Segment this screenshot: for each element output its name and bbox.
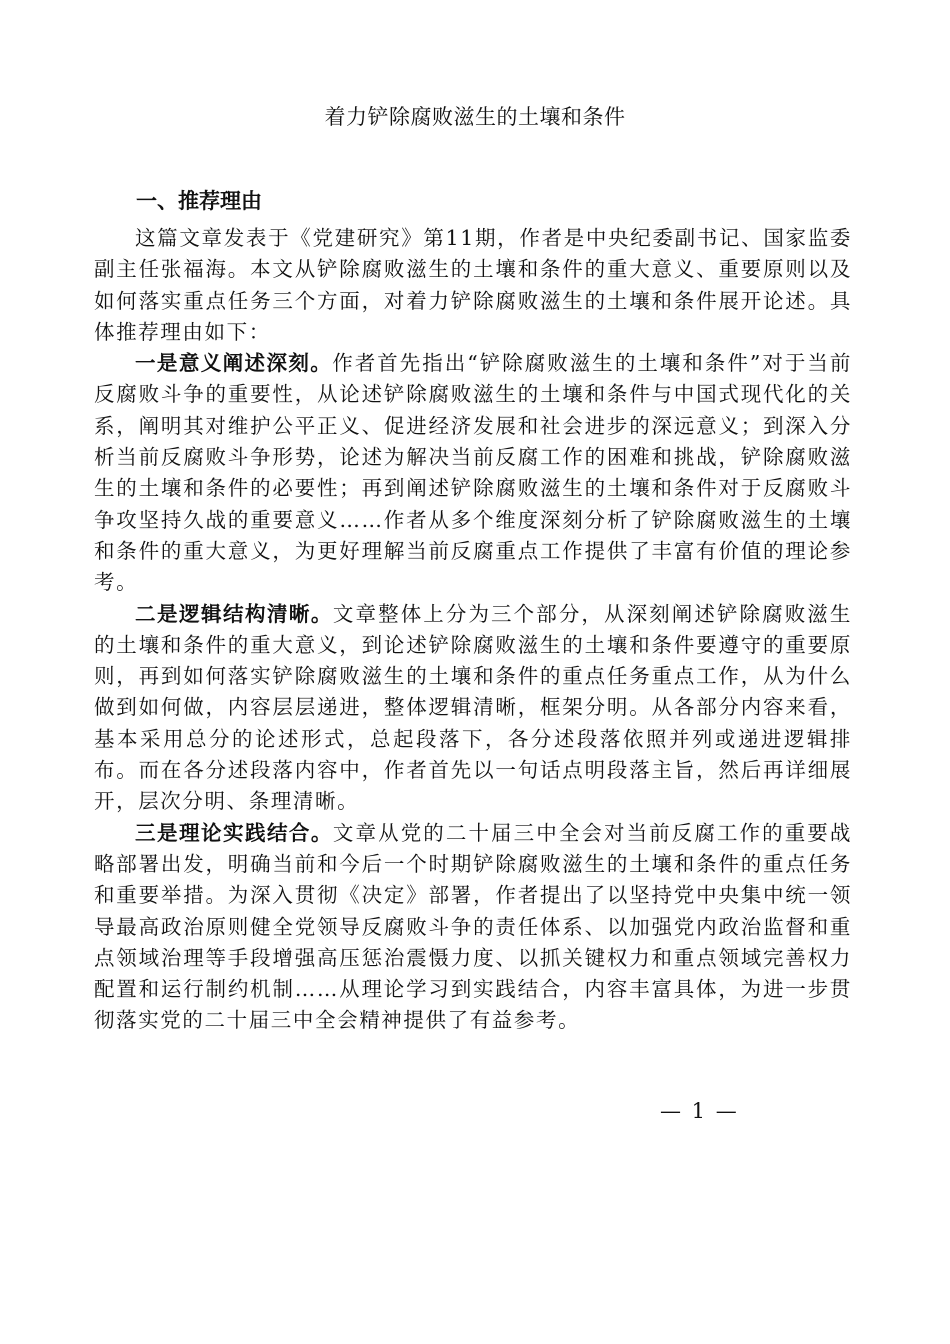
point-paragraph-1 [94,348,852,598]
point-lead: 三是理论实践结合。 [135,820,333,845]
point-paragraph-2 [94,599,852,818]
point-lead: 一是意义阐述深刻。 [135,351,333,376]
point-paragraph-3 [94,818,852,1037]
point-text: 文章从党的二十届三中全会对当前反腐工作的重要战略部署出发，明确当前和今后一个时期铲除腐败滋生的土壤和条件的重点任务和重要举措。为深入贯彻《决定》部署，作者提出了以坚持党中央集中统一领导最高政治原则健全党领导反腐败斗争的责任体系、以加强党内政治监督和重点领域治理等手段增强高压惩治震慑力度、以抓关键权力和重点领域完善权力配置和运行制约机制……从理论学习到实践结合，内容丰富具体，为进一步贯彻落实党的二十届三中全会精神提供了有益参考。 [94,820,852,1033]
intro-paragraph: 这篇文章发表于《党建研究》第11期，作者是中央纪委副书记、国家监委副主任张福海。本文从铲除腐败滋生的土壤和条件的重大意义、重要原则以及如何落实重点任务三个方面，对着力铲除腐败滋生的土壤和条件展开论述。具体推荐理由如下： [94,226,852,344]
point-text: 文章整体上分为三个部分，从深刻阐述铲除腐败滋生的土壤和条件的重大意义，到论述铲除腐败滋生的土壤和条件要遵守的重要原则，再到如何落实铲除腐败滋生的土壤和条件的重点任务重点工作，从为什么做到如何做，内容层层递进，整体逻辑清晰，框架分明。从各部分内容来看，基本采用总分的论述形式，总起段落下，各分述段落依照并列或递进逻辑排布。而在各分述段落内容中，作者首先以一句话点明段落主旨，然后再详细展开，层次分明、条理清晰。 [94,601,852,814]
document-title: 着力铲除腐败滋生的土壤和条件 [324,105,626,129]
section-heading: 一、推荐理由 [136,189,262,213]
point-text: 作者首先指出“铲除腐败滋生的土壤和条件”对于当前反腐败斗争的重要性，从论述铲除腐败滋生的土壤和条件与中国式现代化的关系，阐明其对维护公平正义、促进经济发展和社会进步的深远意义；到深入分析当前反腐败斗争形势，论述为解决当前反腐工作的困难和挑战，铲除腐败滋生的土壤和条件的必要性；再到阐述铲除腐败滋生的土壤和条件对于反腐败斗争攻坚持久战的重要意义……作者从多个维度深刻分析了铲除腐败滋生的土壤和条件的重大意义，为更好理解当前反腐重点工作提供了丰富有价值的理论参考。 [94,351,853,595]
page-number: — 1 — [660,1099,739,1123]
document-body [94,223,852,1037]
point-lead: 二是逻辑结构清晰。 [135,601,333,626]
